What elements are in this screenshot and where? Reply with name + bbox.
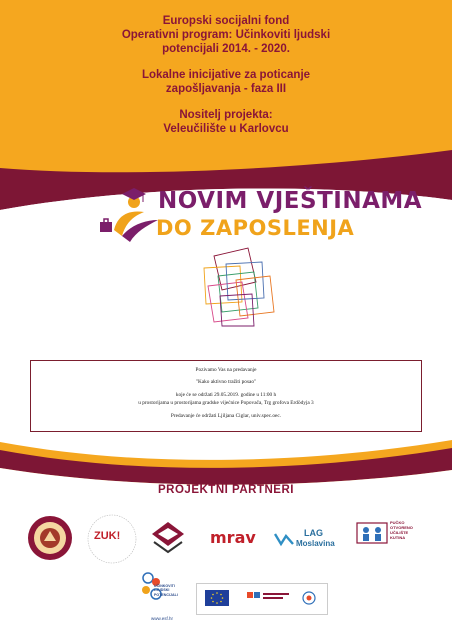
logo-title-line1: NOVIM VJEŠTINAMA bbox=[158, 188, 423, 214]
eu-funding-band bbox=[196, 583, 328, 615]
moslavina-label: Moslavina bbox=[296, 539, 335, 548]
fund-block bbox=[0, 14, 452, 56]
logo-title-line2: DO ZAPOSLENJA bbox=[156, 216, 355, 240]
invitation-lecturer: Predavanje će održati Ljiljana Ciglar, univ.spec.oec. bbox=[170, 413, 282, 419]
puo-line: UČILIŠTE bbox=[390, 530, 409, 535]
mrav-label: mrav bbox=[210, 528, 256, 547]
invitation-when: koje će se održati 29.05.2019. godine u 11:00 h bbox=[175, 392, 277, 398]
fund-line: Europski socijalni fond bbox=[162, 15, 290, 27]
initiative-line: Lokalne inicijative za poticanje bbox=[141, 69, 311, 81]
esf-line: LJUDSKI bbox=[154, 588, 170, 593]
puo-line: PUČKO bbox=[390, 520, 405, 525]
invitation-where: u prostorijama u prostorijama gradske vijećnice Popovača, Trg grofova Erdödyja 3 bbox=[138, 400, 314, 406]
fund-line: potencijali 2014. - 2020. bbox=[162, 43, 290, 55]
esf-url[interactable]: www.esf.hr bbox=[151, 616, 174, 621]
project-logo bbox=[96, 182, 423, 252]
partner-lag-logo bbox=[274, 528, 350, 552]
puo-label bbox=[390, 520, 413, 540]
holder-line: Veleučilište u Karlovcu bbox=[163, 123, 289, 135]
partner-zuk-logo bbox=[86, 513, 138, 565]
invitation-intro: Pozivamo Vas na predavanje bbox=[195, 367, 257, 373]
puo-line: OTVORENO bbox=[390, 525, 413, 530]
abstract-squares-graphic bbox=[196, 246, 286, 328]
puo-line: KUTINA bbox=[390, 535, 406, 540]
partner-mrav-logo bbox=[210, 528, 266, 550]
holder-block bbox=[0, 108, 452, 136]
esf-line: UČINKOVITI bbox=[154, 584, 175, 588]
esf-line: POTENCIJALI bbox=[154, 592, 178, 597]
holder-line: Nositelj projekta: bbox=[179, 109, 273, 121]
lag-wave-icon bbox=[274, 530, 294, 548]
esf-label bbox=[154, 584, 178, 597]
header bbox=[0, 14, 452, 148]
lag-label: LAG bbox=[304, 528, 323, 538]
partner-puo-logo bbox=[356, 520, 426, 558]
partner-seal-logo bbox=[27, 515, 73, 561]
initiative-line: zapošljavanja - faza III bbox=[165, 83, 287, 95]
puo-people-icon bbox=[356, 522, 388, 544]
zuk-label: ZUK! bbox=[94, 530, 121, 542]
partner-geometric-logo bbox=[150, 520, 186, 554]
partners-title: PROJEKTNI PARTNERI bbox=[158, 484, 294, 496]
eu-funding-logos bbox=[197, 584, 329, 616]
fund-line: Operativni program: Učinkoviti ljudski bbox=[121, 29, 331, 41]
invitation-box bbox=[30, 360, 422, 432]
esf-logo bbox=[138, 570, 182, 614]
invitation-title: "Kako aktivno tražiti posao" bbox=[195, 379, 257, 385]
initiative-block bbox=[0, 68, 452, 96]
